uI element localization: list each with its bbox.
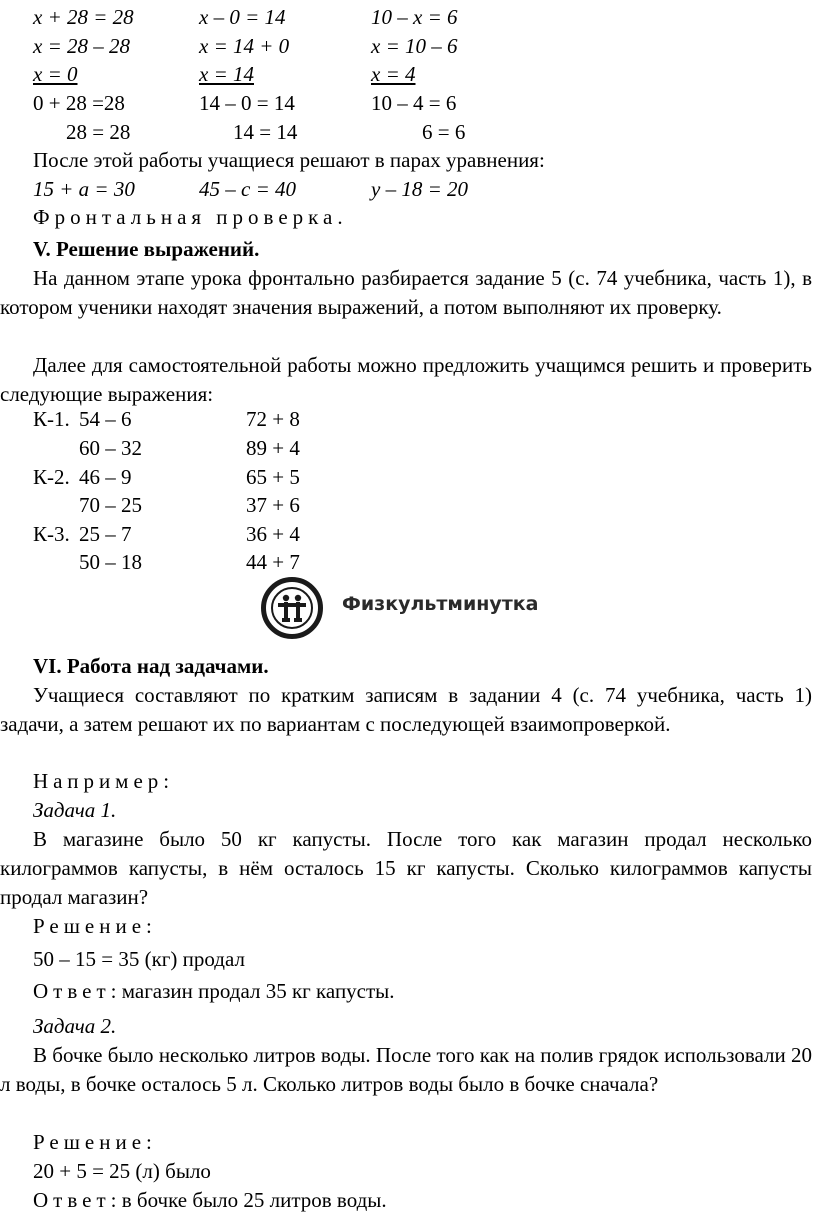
k1-expr-b2: 89 + 4 (246, 436, 300, 460)
people-figures (273, 589, 311, 627)
two-people-icon (261, 577, 323, 639)
example-label: Например (33, 769, 164, 793)
k1-expr-a2: 60 – 32 (79, 436, 142, 460)
check-2c: 6 = 6 (422, 120, 466, 144)
equation-3c: x = 4 (371, 62, 416, 86)
example-colon: : (163, 769, 170, 793)
equation-2c: x = 10 – 6 (371, 34, 458, 58)
equation-2a: x = 28 – 28 (33, 34, 130, 58)
pair-equation-b: 45 – c = 40 (199, 177, 296, 201)
k3-label: К-3. (33, 522, 70, 546)
task-1-solution-label: Решение (33, 914, 147, 938)
k1-expr-b1: 72 + 8 (246, 407, 300, 431)
k3-expr-b2: 44 + 7 (246, 550, 300, 574)
section-6-heading: VI. Работа над задачами. (33, 654, 269, 678)
frontal-check-label: Фронтальная проверка (33, 205, 338, 229)
task-2-title: Задача 2. (33, 1014, 117, 1038)
section-5-heading: V. Решение выражений. (33, 237, 260, 261)
pair-equation-a: 15 + a = 30 (33, 177, 135, 201)
equation-1a: x + 28 = 28 (33, 5, 134, 29)
task-1-solution: 50 – 15 = 35 (кг) продал (33, 947, 245, 971)
task-2-text: В бочке было несколько литров воды. После того как на полив грядок использовали 20 л воды, в бочке осталось 5 л. Сколько литров воды было в бочке сначала? (0, 1043, 812, 1096)
task-1-text: В магазине было 50 кг капусты. После того как магазин продал несколько килограммов капусты, в нём осталось 15 кг капусты. Сколько килограммов капусты продал магазин? (0, 827, 812, 909)
check-1b: 14 – 0 = 14 (199, 91, 295, 115)
equation-1b: x – 0 = 14 (199, 5, 286, 29)
section-6-paragraph-1: Учащиеся составляют по кратким записям в задании 4 (с. 74 учебника, часть 1) задачи, а затем решают их по вариантам с последующей взаимопроверкой. (0, 683, 812, 736)
task-2-solution-label: Решение (33, 1130, 147, 1154)
equation-1c: 10 – x = 6 (371, 5, 458, 29)
task-1-answer-label: Ответ (33, 979, 111, 1003)
k2-expr-a2: 70 – 25 (79, 493, 142, 517)
frontal-check-period: . (337, 205, 343, 229)
task-2-solution-line (33, 1128, 152, 1157)
pair-equation-c: y – 18 = 20 (371, 177, 468, 201)
task-2-answer: : в бочке было 25 литров воды. (110, 1188, 387, 1212)
k2-expr-a1: 46 – 9 (79, 465, 132, 489)
frontal-check (33, 203, 343, 232)
task-1-answer: : магазин продал 35 кг капусты. (110, 979, 395, 1003)
task-1-solution-colon: : (146, 914, 152, 938)
check-2a: 28 = 28 (66, 120, 131, 144)
example-line (33, 767, 169, 796)
task-1-solution-line (33, 912, 152, 941)
task-1-title: Задача 1. (33, 798, 117, 822)
k3-expr-a2: 50 – 18 (79, 550, 142, 574)
equation-2b: x = 14 + 0 (199, 34, 290, 58)
k2-label: К-2. (33, 465, 70, 489)
k3-expr-a1: 25 – 7 (79, 522, 132, 546)
task-2-answer-label: Ответ (33, 1188, 111, 1212)
task-1-answer-line (33, 977, 395, 1006)
k1-expr-a1: 54 – 6 (79, 407, 132, 431)
section-5-paragraph-1: На данном этапе урока фронтально разбирается задание 5 (с. 74 учебника, часть 1), в котором ученики находят значения выражений, а потом выполняют их проверку. (0, 266, 812, 319)
task-2-answer-line (33, 1186, 387, 1215)
task-2-solution-colon: : (146, 1130, 152, 1154)
k2-expr-b1: 65 + 5 (246, 465, 300, 489)
k2-expr-b2: 37 + 6 (246, 493, 300, 517)
fizkult-title: Физкультминутка (342, 593, 539, 615)
equation-3a: x = 0 (33, 62, 78, 86)
icon-inner-ring (271, 587, 313, 629)
k1-label: К-1. (33, 407, 70, 431)
pairs-intro: После этой работы учащиеся решают в парах уравнения: (33, 148, 545, 172)
k3-expr-b1: 36 + 4 (246, 522, 300, 546)
equation-3b: x = 14 (199, 62, 254, 86)
check-1a: 0 + 28 =28 (33, 91, 125, 115)
check-2b: 14 = 14 (233, 120, 298, 144)
check-1c: 10 – 4 = 6 (371, 91, 457, 115)
task-2-solution: 20 + 5 = 25 (л) было (33, 1159, 211, 1183)
section-5-paragraph-2: Далее для самостоятельной работы можно предложить учащимся решить и проверить следующие выражения: (0, 353, 812, 406)
